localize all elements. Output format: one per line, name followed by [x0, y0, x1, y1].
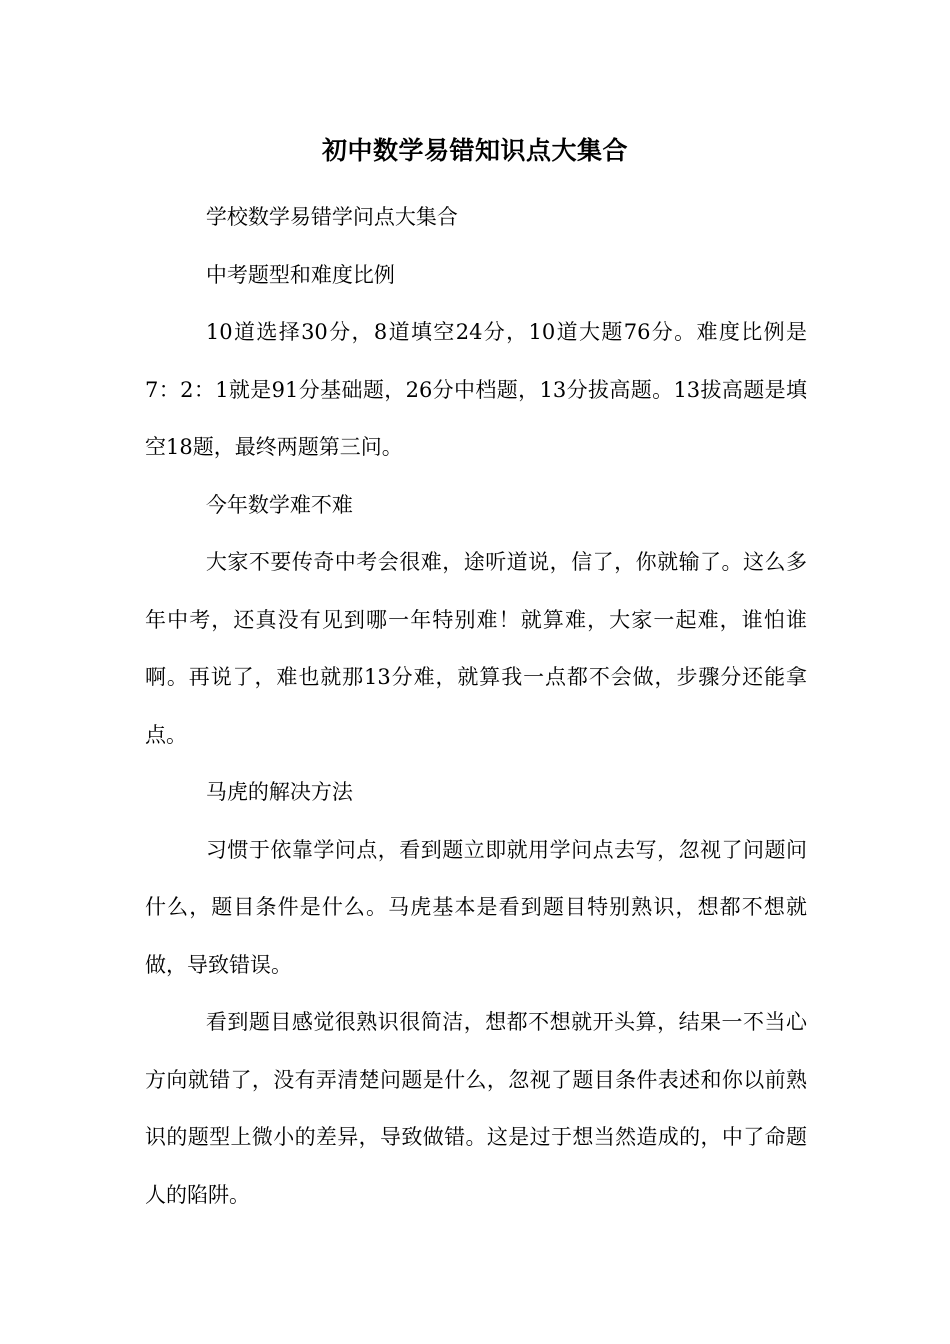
paragraph-subtitle: 学校数学易错学问点大集合	[205, 205, 458, 229]
paragraph-exam-types: 10道选择30分，8道填空24分，10道大题76分。难度比例是7：2：1就是91分基础题，26分中档题，13分拔高题。13拔高题是填空18题，最终两题第三问。	[145, 320, 807, 459]
document-body	[145, 189, 807, 1224]
paragraph-heading-carelessness: 马虎的解决方法	[205, 780, 353, 804]
paragraph-carelessness-2: 看到题目感觉很熟识很简洁，想都不想就开头算，结果一不当心方向就错了，没有弄清楚问题是什么，忽视了题目条件表述和你以前熟识的题型上微小的差异，导致做错。这是过于想当然造成的，中了命题人的陷阱。	[145, 1010, 807, 1207]
paragraph-carelessness-1: 习惯于依靠学问点，看到题立即就用学问点去写，忽视了问题问什么，题目条件是什么。马虎基本是看到题目特别熟识，想都不想就做，导致错误。	[145, 837, 807, 977]
paragraph-heading-difficulty: 今年数学难不难	[205, 492, 353, 517]
paragraph-difficulty: 大家不要传奇中考会很难，途听道说，信了，你就输了。这么多年中考，还真没有见到哪一年特别难！就算难，大家一起难，谁怕谁啊。再说了，难也就那13分难，就算我一点都不会做，步骤分还能拿点。	[145, 550, 807, 747]
paragraph-heading-exam-types: 中考题型和难度比例	[205, 262, 395, 287]
document-title: 初中数学易错知识点大集合	[321, 136, 628, 165]
